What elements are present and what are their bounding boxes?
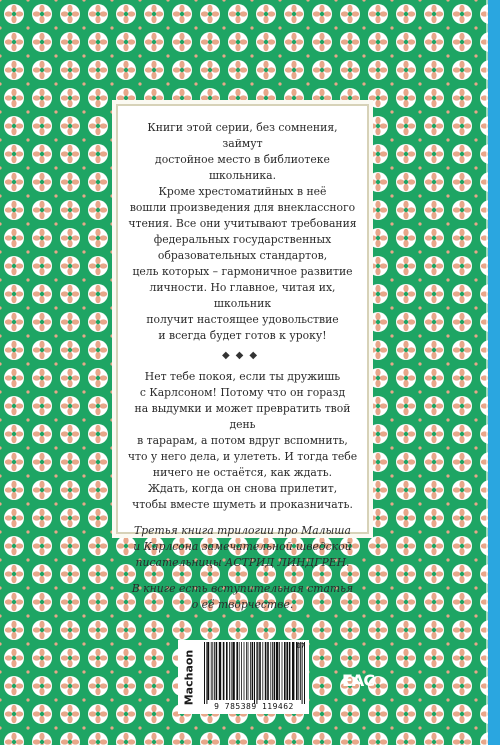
barcode-label bbox=[178, 640, 309, 714]
intro-article-note: В книге есть вступительная статья о её творчестве. bbox=[131, 582, 354, 611]
description-panel bbox=[112, 100, 373, 611]
series-description: Книги этой серии, без сомнения, займут достойное место в библиотеке школьника. Кроме хрестоматийных в неё вошли произведения для внеклассного чтения. Все они учитывают требования федеральных государственных образовательных стандартов, цель которых – гармоничное развитие личности. Но главное, читая их, школьник получит настоящее удовольствие и всегда будет готов к уроку! bbox=[128, 121, 357, 342]
spine-stripe bbox=[488, 0, 500, 745]
publisher-logo bbox=[178, 640, 200, 714]
publisher-name: Machaon bbox=[182, 649, 196, 705]
barcode-icon bbox=[202, 642, 306, 704]
eac-certification-mark: ЕАС bbox=[342, 671, 375, 690]
barcode-number: 9 785389 119462 bbox=[214, 702, 294, 711]
story-annotation: Нет тебе покоя, если ты дружишь с Карлсоном! Потому что он горазд на выдумки и может превратить твой день в тарарам, а потом вдруг вспомнить, что у него дела, и улететь. И тогда тебе ничего не остаётся, как ждать. Ждать, когда он снова прилетит, чтобы вместе шуметь и проказничать. bbox=[127, 370, 358, 511]
author-note: Третья книга трилогии про Малыша и Карлсона замечательной шведской писательницы АСТРИД ЛИНДГРЕН. bbox=[133, 524, 352, 569]
diamond-divider-icon: ◆◆◆ bbox=[221, 350, 264, 361]
barcode-suffix: 07 bbox=[296, 642, 305, 650]
